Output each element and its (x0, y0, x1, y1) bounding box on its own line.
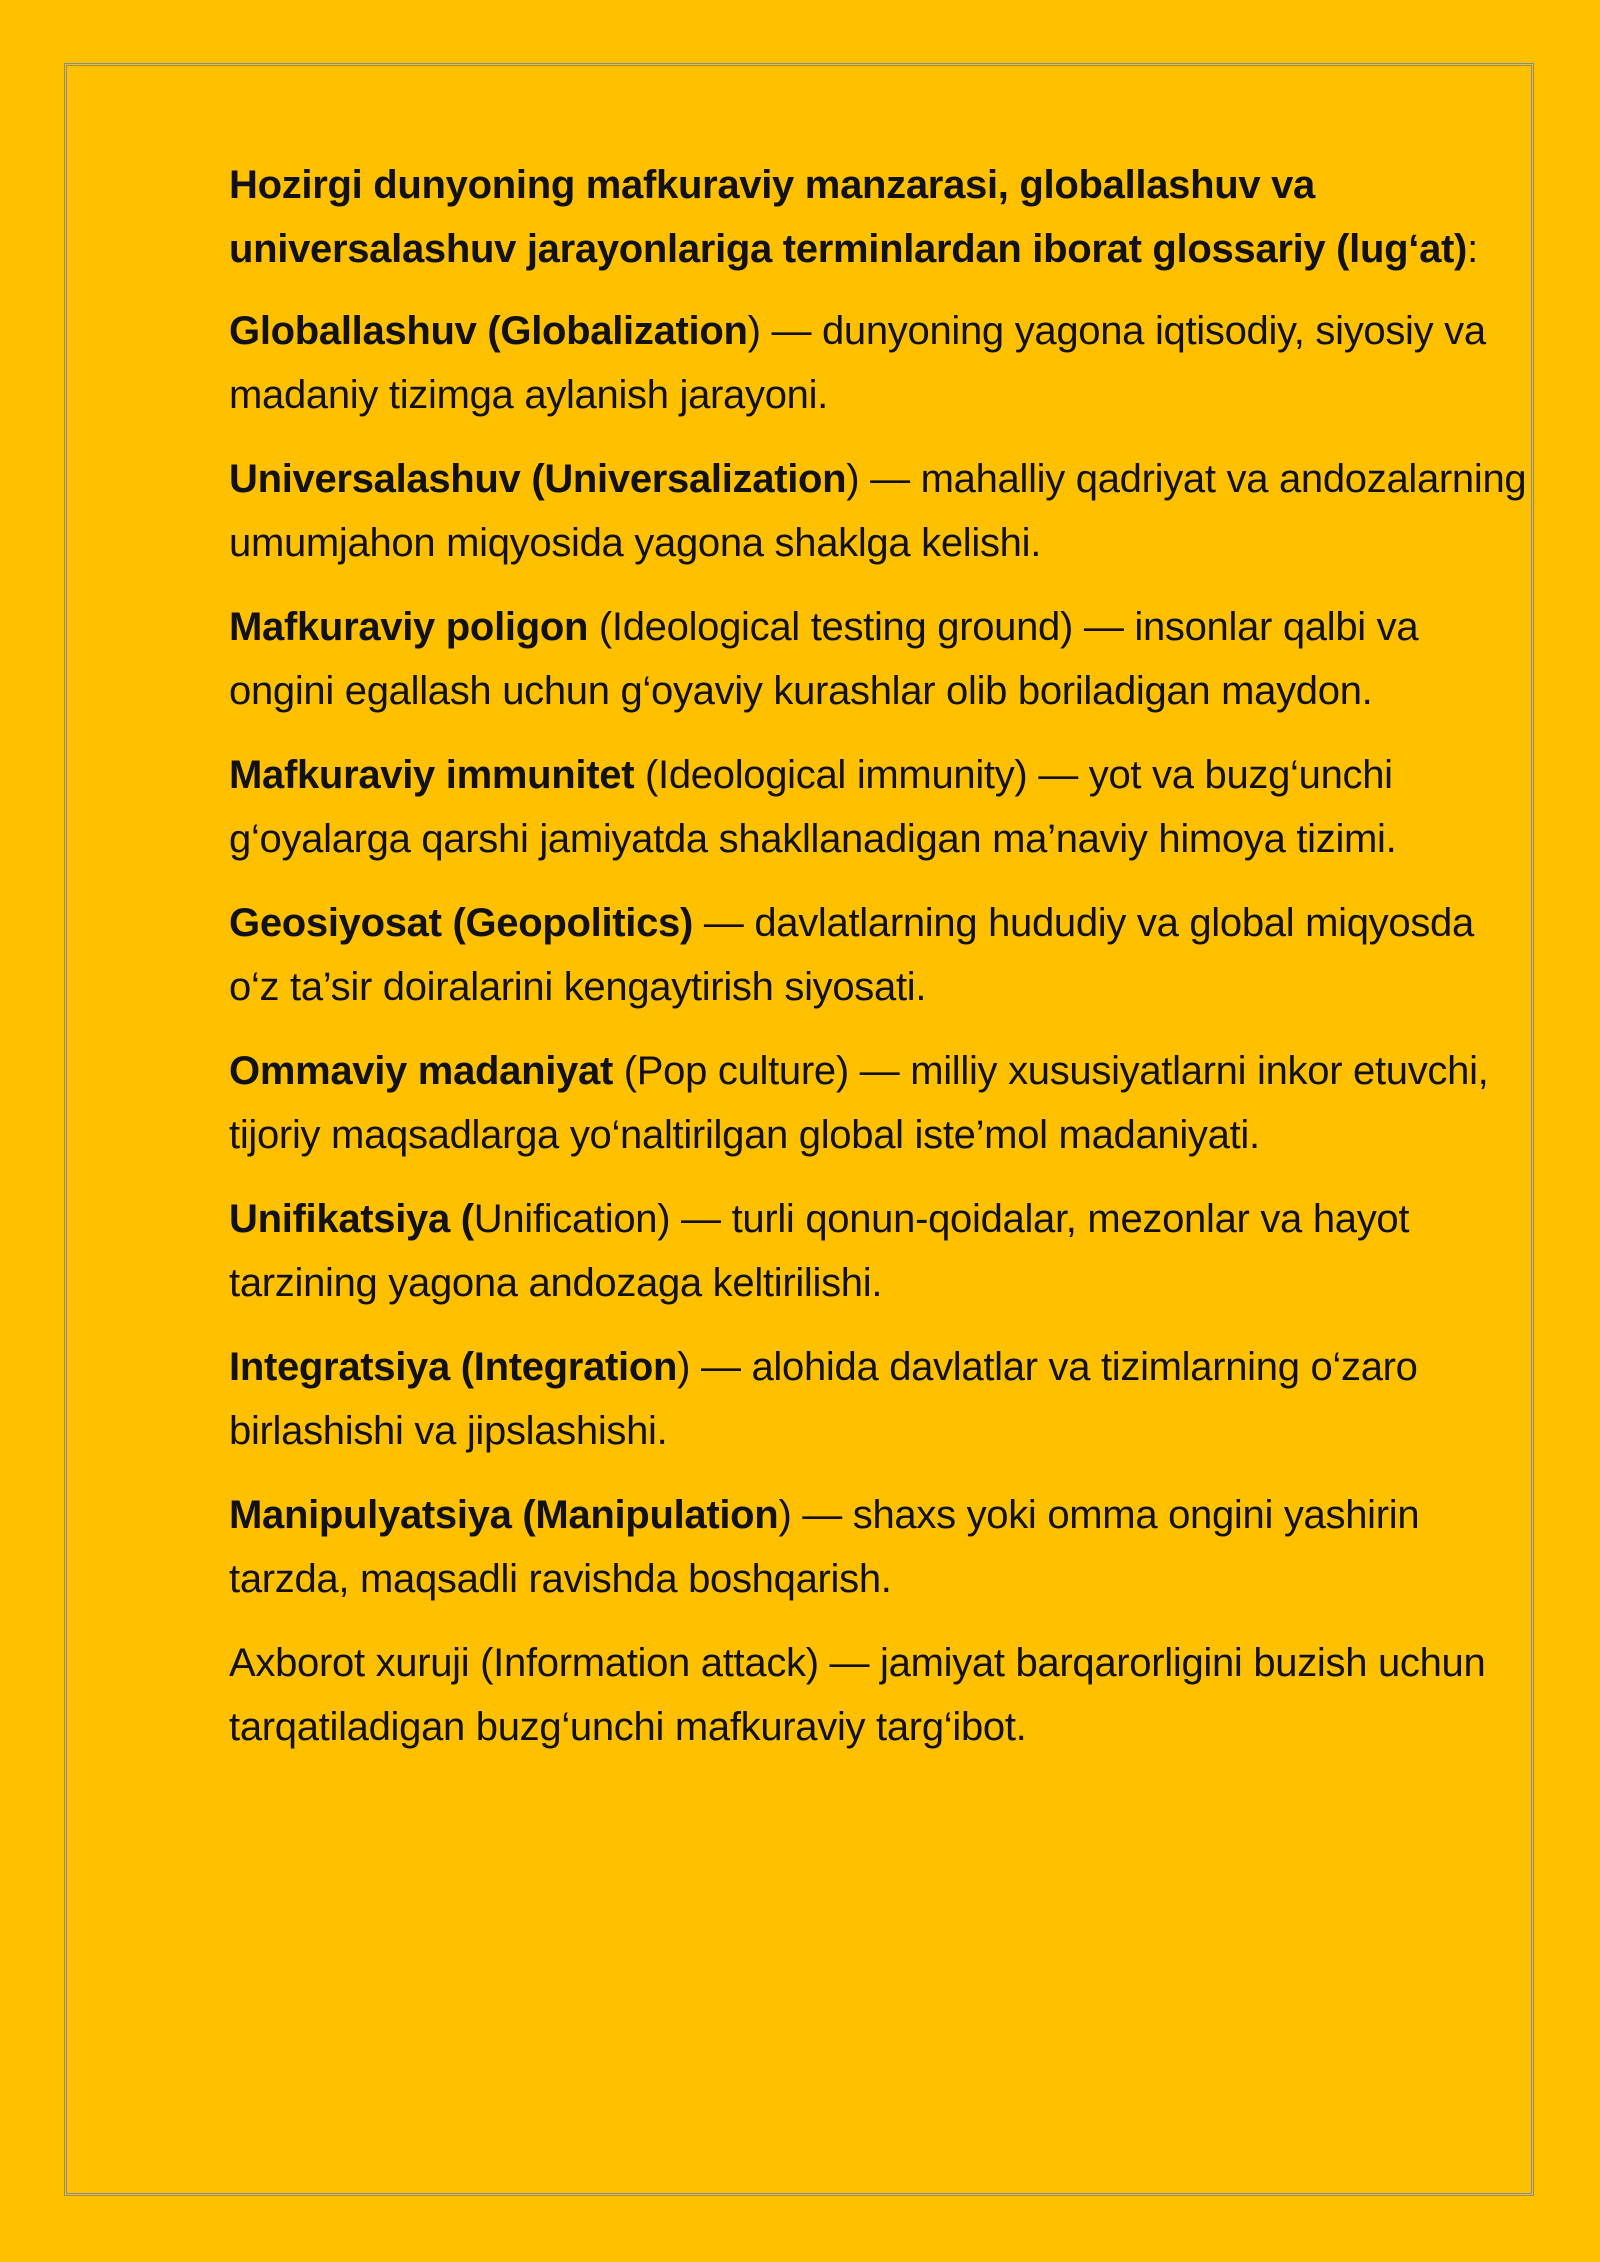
glossary-entry-unifikatsiya (229, 1187, 1529, 1315)
glossary-heading (229, 153, 1529, 281)
glossary-entry-axborot-xuruji (229, 1631, 1529, 1759)
glossary-term: Geosiyosat (Geopolitics) (229, 901, 694, 945)
glossary-term: Mafkuraviy immunitet (229, 753, 635, 797)
glossary-entry-ommaviy-madaniyat (229, 1039, 1529, 1167)
glossary-entry-geosiyosat (229, 891, 1529, 1019)
glossary-definition: — davlatlarning hududiy va global miqyosda o‘z ta’sir doiralarini kengaytirish siyosati. (229, 901, 1474, 1009)
glossary-definition: ) — dunyoning yagona iqtisodiy, siyosiy va madaniy tizimga aylanish jarayoni. (229, 309, 1486, 417)
glossary-entry-mafkuraviy-immunitet (229, 743, 1529, 871)
glossary-term: Globallashuv (Globalization (229, 309, 748, 353)
glossary-content (229, 153, 1529, 1779)
glossary-definition: Axborot xuruji (Information attack) — jamiyat barqarorligini buzish uchun tarqatiladigan buzg‘unchi mafkuraviy targ‘ibot. (229, 1641, 1486, 1749)
glossary-entry-integratsiya (229, 1335, 1529, 1463)
glossary-heading-colon: : (1467, 227, 1478, 271)
glossary-definition: ) — shaxs yoki omma ongini yashirin tarzda, maqsadli ravishda boshqarish. (229, 1493, 1420, 1601)
glossary-heading-text: Hozirgi dunyoning mafkuraviy manzarasi, globallashuv va universalashuv jarayonlariga terminlardan iborat glossariy (lug‘at) (229, 163, 1468, 271)
glossary-term: Unifikatsiya ( (229, 1197, 474, 1241)
glossary-definition: ) — alohida davlatlar va tizimlarning o‘zaro birlashishi va jipslashishi. (229, 1345, 1418, 1453)
glossary-term: Universalashuv (Universalization (229, 457, 847, 501)
glossary-definition: ) — mahalliy qadriyat va andozalarning umumjahon miqyosida yagona shaklga kelishi. (229, 457, 1527, 565)
glossary-entry-universalashuv (229, 447, 1529, 575)
glossary-definition: (Ideological testing ground) — insonlar qalbi va ongini egallash uchun g‘oyaviy kurashlar olib boriladigan maydon. (229, 605, 1419, 713)
glossary-entry-globallashuv (229, 299, 1529, 427)
glossary-entry-mafkuraviy-poligon (229, 595, 1529, 723)
glossary-definition: (Pop culture) — milliy xususiyatlarni inkor etuvchi, tijoriy maqsadlarga yo‘naltirilgan global iste’mol madaniyati. (229, 1049, 1489, 1157)
glossary-entry-manipulyatsiya (229, 1483, 1529, 1611)
glossary-term: Ommaviy madaniyat (229, 1049, 613, 1093)
glossary-term: Integratsiya (Integration (229, 1345, 678, 1389)
glossary-definition: Unification) — turli qonun-qoidalar, mezonlar va hayot tarzining yagona andozaga keltirilishi. (229, 1197, 1410, 1305)
glossary-term: Manipulyatsiya (Manipulation (229, 1493, 779, 1537)
glossary-definition: (Ideological immunity) — yot va buzg‘unchi g‘oyalarga qarshi jamiyatda shakllanadigan ma’naviy himoya tizimi. (229, 753, 1397, 861)
glossary-term: Mafkuraviy poligon (229, 605, 589, 649)
